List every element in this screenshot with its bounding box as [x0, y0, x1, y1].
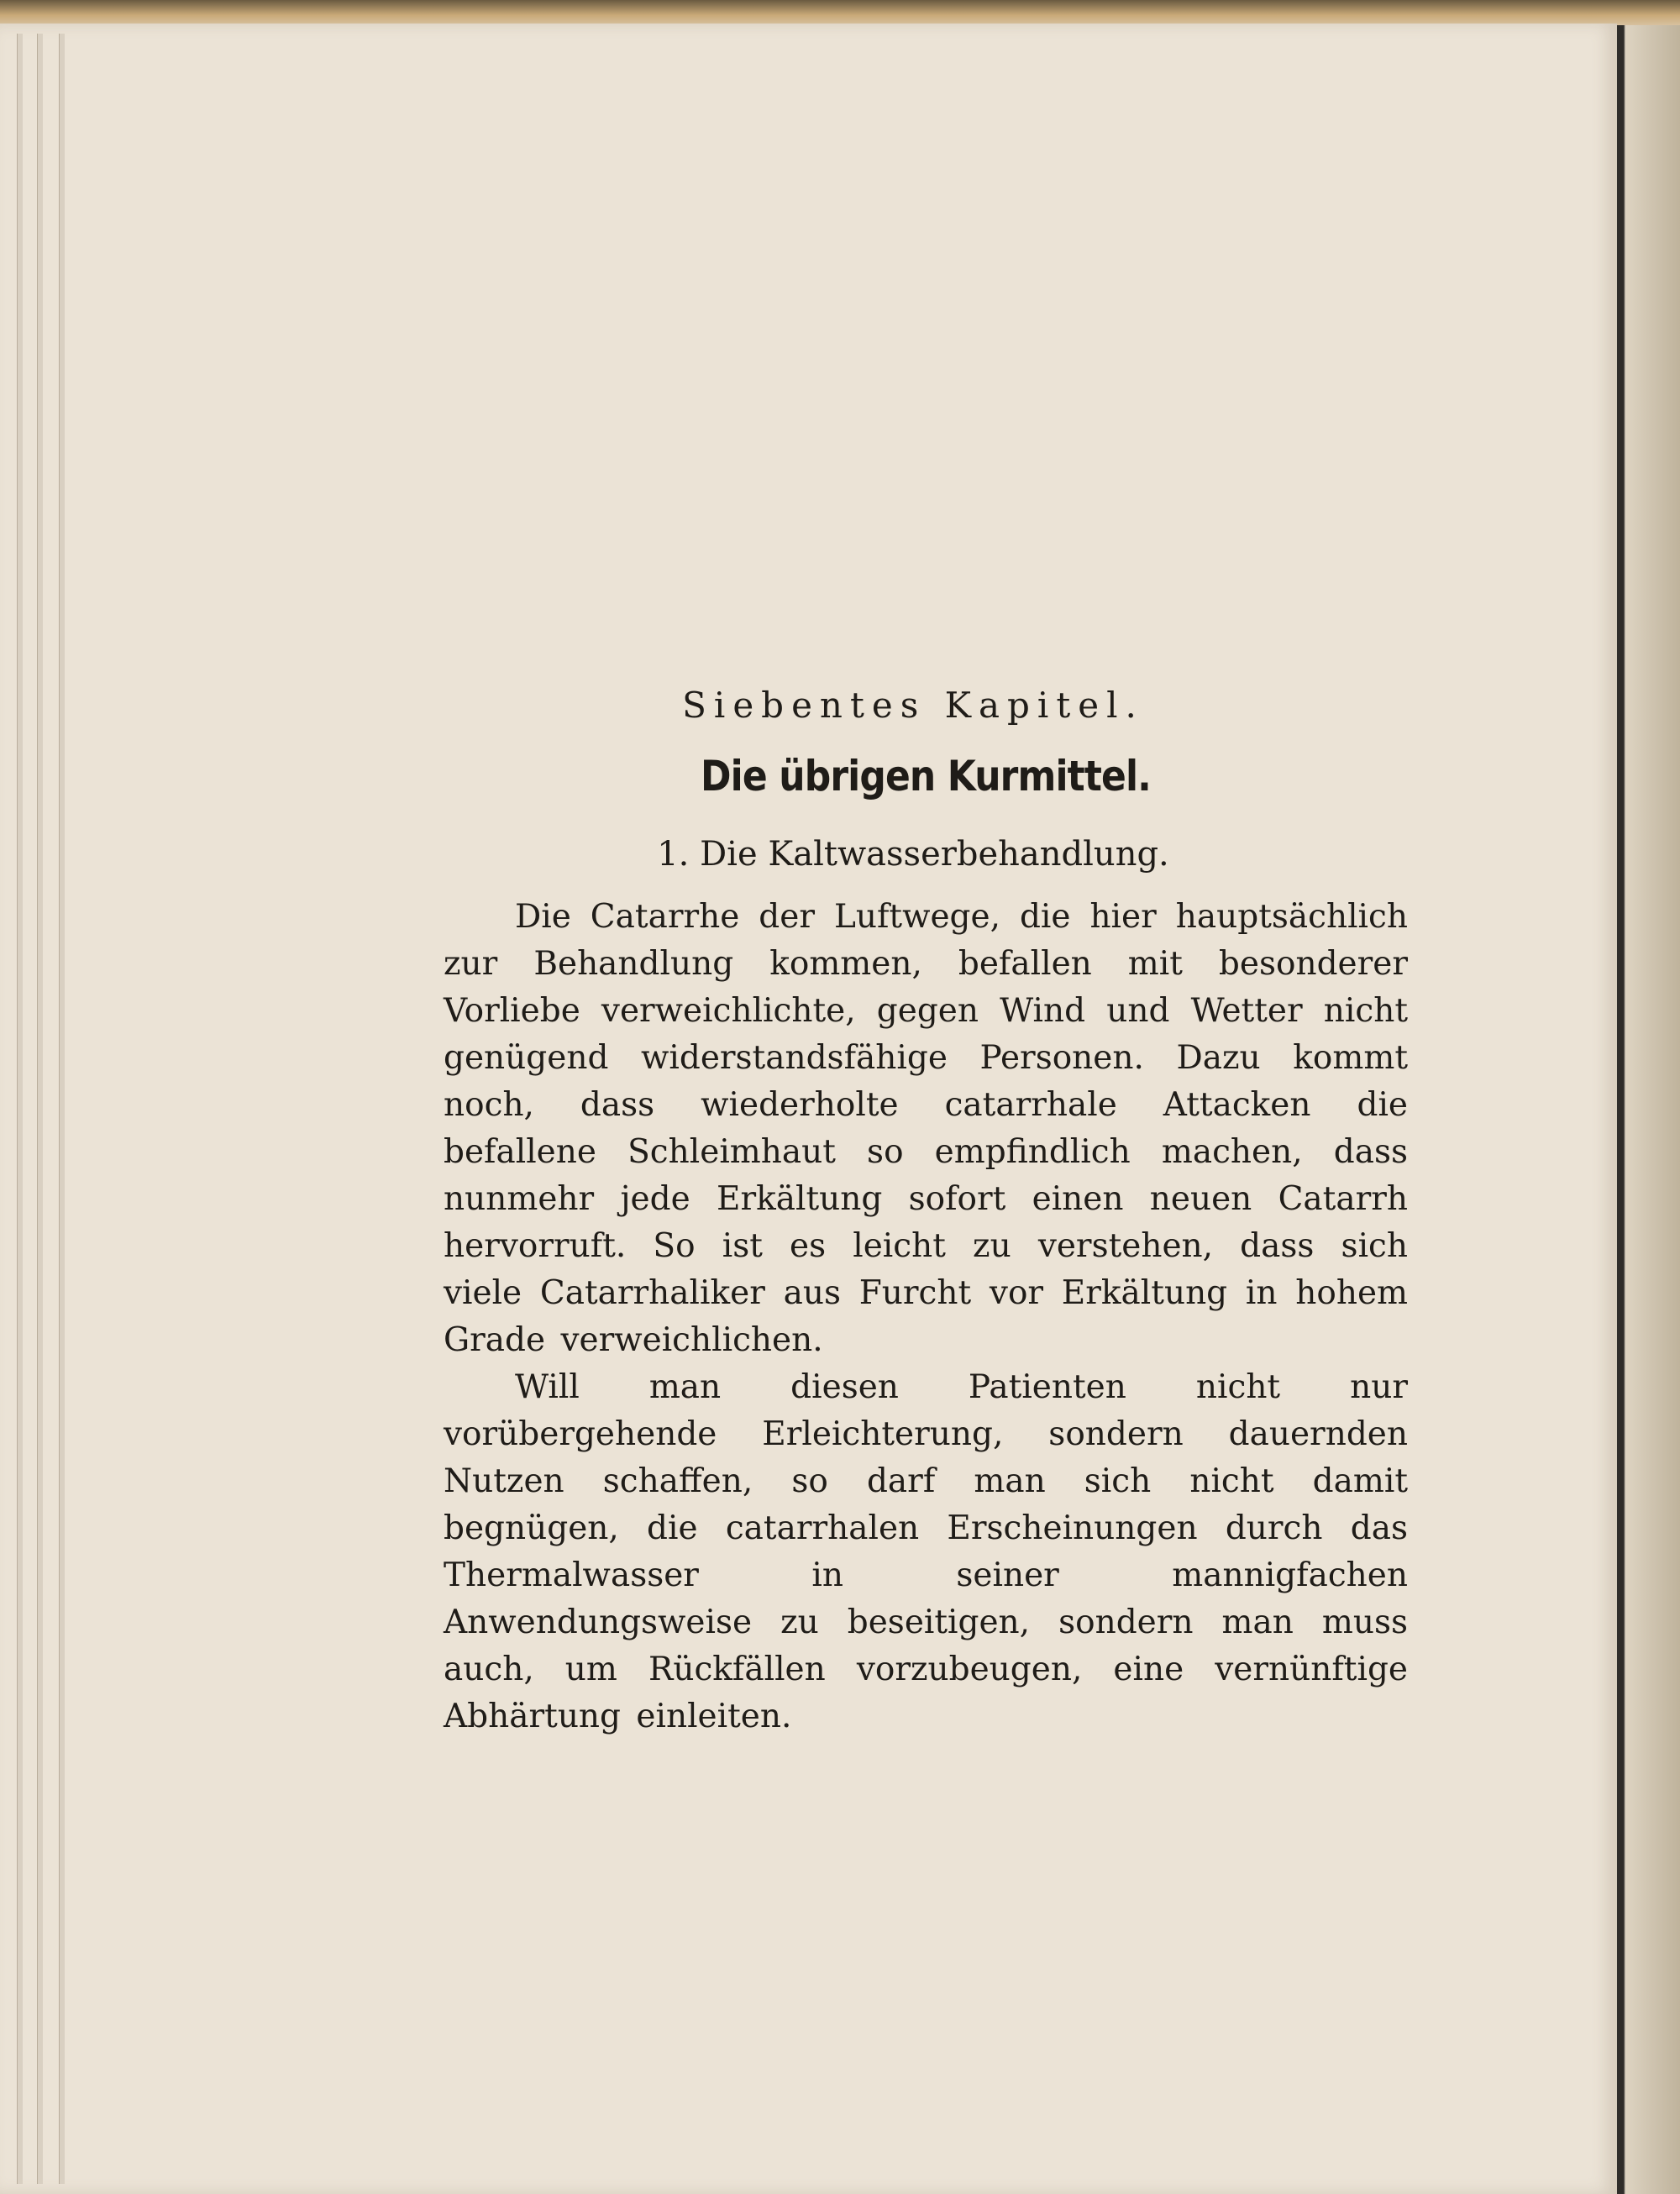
- page-edge: [37, 34, 43, 2184]
- paragraph: Will man diesen Patienten nicht nur vorübergehende Erleichterung, sondern dauernden Nutzen schaffen, so darf man sich nicht damit begnügen, die catarrhalen Erscheinungen durch das Thermalwasser in seiner mannigfachen Anwendungsweise zu beseitigen, sondern man muss auch, um Rückfällen vorzubeugen, eine vernünftige Abhärtung einleiten.: [444, 1368, 1408, 1735]
- paragraph: Die Catarrhe der Luftwege, die hier hauptsächlich zur Behandlung kommen, befallen mit besonderer Vorliebe verweichlichte, gegen Wind und Wetter nicht genügend widerstandsfähige Personen. Dazu kommt noch, dass wiederholte catarrhale Attacken die befallene Schleimhaut so empfindlich machen, dass nunmehr jede Erkältung sofort einen neuen Catarrh hervorruft. So ist es leicht zu verstehen, dass sich viele Catarrhaliker aus Furcht vor Erkältung in hohem Grade verweichlichen.: [444, 898, 1408, 1359]
- page-edge: [17, 34, 23, 2184]
- page-edge: [59, 34, 65, 2184]
- section-heading: 1. Die Kaltwasserbehandlung.: [657, 835, 1169, 874]
- chapter-title: Die übrigen Kurmittel.: [701, 752, 1151, 800]
- chapter-label: Siebentes Kapitel.: [682, 685, 1144, 726]
- page-text-block: [444, 672, 1408, 1740]
- next-page-edge: [1617, 25, 1680, 2194]
